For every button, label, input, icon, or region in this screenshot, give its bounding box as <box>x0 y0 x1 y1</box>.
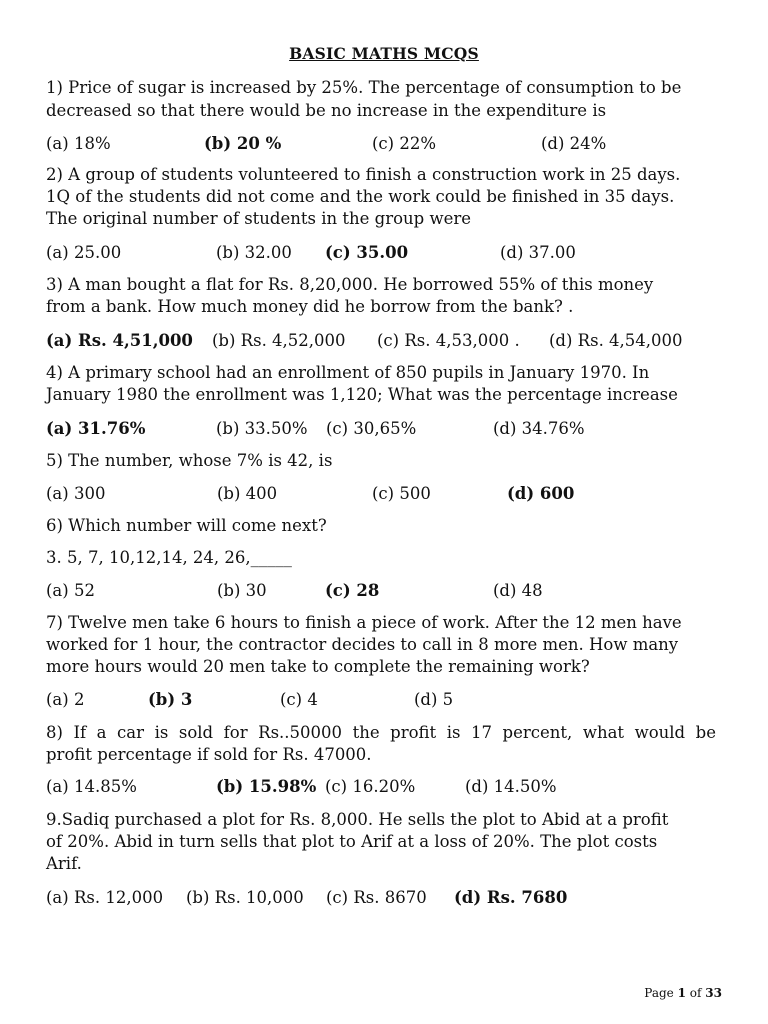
question-4-option-d: (d) 34.76% <box>493 419 585 438</box>
question-9-line-1: 9.Sadiq purchased a plot for Rs. 8,000. He sells the plot to Abid at a profit <box>46 810 669 829</box>
question-6-option-c-answer: (c) 28 <box>325 581 380 600</box>
question-7-option-d: (d) 5 <box>414 690 454 709</box>
question-7-line-2: worked for 1 hour, the contractor decides to call in 8 more men. How many <box>46 635 679 654</box>
question-3-option-c: (c) Rs. 4,53,000 . <box>377 331 520 350</box>
question-9-option-a: (a) Rs. 12,000 <box>46 888 164 907</box>
question-4-option-c: (c) 30,65% <box>326 419 417 438</box>
question-3-line-2: from a bank. How much money did he borrow from the bank? . <box>46 297 574 316</box>
question-9-line-3: Arif. <box>46 854 82 873</box>
question-1-line-2: decreased so that there would be no increase in the expenditure is <box>46 101 607 120</box>
question-3-option-b: (b) Rs. 4,52,000 <box>212 331 346 350</box>
question-8-line-1: 8) If a car is sold for Rs..50000 the profit is 17 percent, what would be <box>46 723 716 742</box>
question-8-option-d: (d) 14.50% <box>465 777 557 796</box>
question-5-option-d-answer: (d) 600 <box>507 484 575 503</box>
question-7-option-b-answer: (b) 3 <box>148 690 193 709</box>
question-2-option-d: (d) 37.00 <box>500 243 576 262</box>
question-4-line-2: January 1980 the enrollment was 1,120; What was the percentage increase <box>46 385 678 404</box>
question-2-line-2: 1Q of the students did not come and the work could be finished in 35 days. <box>46 187 675 206</box>
question-4-line-1: 4) A primary school had an enrollment of 850 pupils in January 1970. In <box>46 363 650 382</box>
question-6-sequence: 3. 5, 7, 10,12,14, 24, 26,_____ <box>46 548 292 567</box>
question-8-line-2: profit percentage if sold for Rs. 47000. <box>46 745 372 764</box>
question-4-option-a-answer: (a) 31.76% <box>46 419 146 438</box>
question-6-line-1: 6) Which number will come next? <box>46 516 327 535</box>
question-5-line-1: 5) The number, whose 7% is 42, is <box>46 451 333 470</box>
question-5-option-c: (c) 500 <box>372 484 431 503</box>
question-3-option-d: (d) Rs. 4,54,000 <box>549 331 683 350</box>
question-7-line-1: 7) Twelve men take 6 hours to finish a piece of work. After the 12 men have <box>46 613 682 632</box>
question-8-option-a: (a) 14.85% <box>46 777 137 796</box>
question-1-option-d: (d) 24% <box>541 134 607 153</box>
question-3-option-a-answer: (a) Rs. 4,51,000 <box>46 331 193 350</box>
question-2-option-b: (b) 32.00 <box>216 243 292 262</box>
question-6-option-d: (d) 48 <box>493 581 543 600</box>
question-1-option-b-answer: (b) 20 % <box>204 134 282 153</box>
question-3-line-1: 3) A man bought a flat for Rs. 8,20,000. He borrowed 55% of this money <box>46 275 654 294</box>
question-1-option-c: (c) 22% <box>372 134 437 153</box>
page-label: Page <box>644 986 674 1000</box>
question-5-option-b: (b) 400 <box>217 484 278 503</box>
question-6-option-a: (a) 52 <box>46 581 95 600</box>
question-5-option-a: (a) 300 <box>46 484 106 503</box>
question-9-option-c: (c) Rs. 8670 <box>326 888 427 907</box>
of-label: of <box>689 986 702 1000</box>
question-6-option-b: (b) 30 <box>217 581 267 600</box>
page-title: BASIC MATHS MCQS <box>289 44 479 63</box>
question-7-line-3: more hours would 20 men take to complete the remaining work? <box>46 657 590 676</box>
page-total: 33 <box>705 986 722 1000</box>
question-2-line-3: The original number of students in the group were <box>46 209 472 228</box>
question-7-option-a: (a) 2 <box>46 690 85 709</box>
question-1-option-a: (a) 18% <box>46 134 111 153</box>
question-9-line-2: of 20%. Abid in turn sells that plot to Arif at a loss of 20%. The plot costs <box>46 832 658 851</box>
question-2-line-1: 2) A group of students volunteered to finish a construction work in 25 days. <box>46 165 681 184</box>
question-2-option-c-answer: (c) 35.00 <box>325 243 409 262</box>
question-9-option-b: (b) Rs. 10,000 <box>186 888 304 907</box>
question-7-option-c: (c) 4 <box>280 690 318 709</box>
question-8-option-c: (c) 16.20% <box>325 777 416 796</box>
question-9-option-d-answer: (d) Rs. 7680 <box>454 888 568 907</box>
question-8-option-b-answer: (b) 15.98% <box>216 777 317 796</box>
page-footer <box>644 986 722 1000</box>
question-2-option-a: (a) 25.00 <box>46 243 122 262</box>
question-4-option-b: (b) 33.50% <box>216 419 308 438</box>
question-1-line-1: 1) Price of sugar is increased by 25%. The percentage of consumption to be <box>46 78 682 97</box>
page-number: 1 <box>677 986 686 1000</box>
